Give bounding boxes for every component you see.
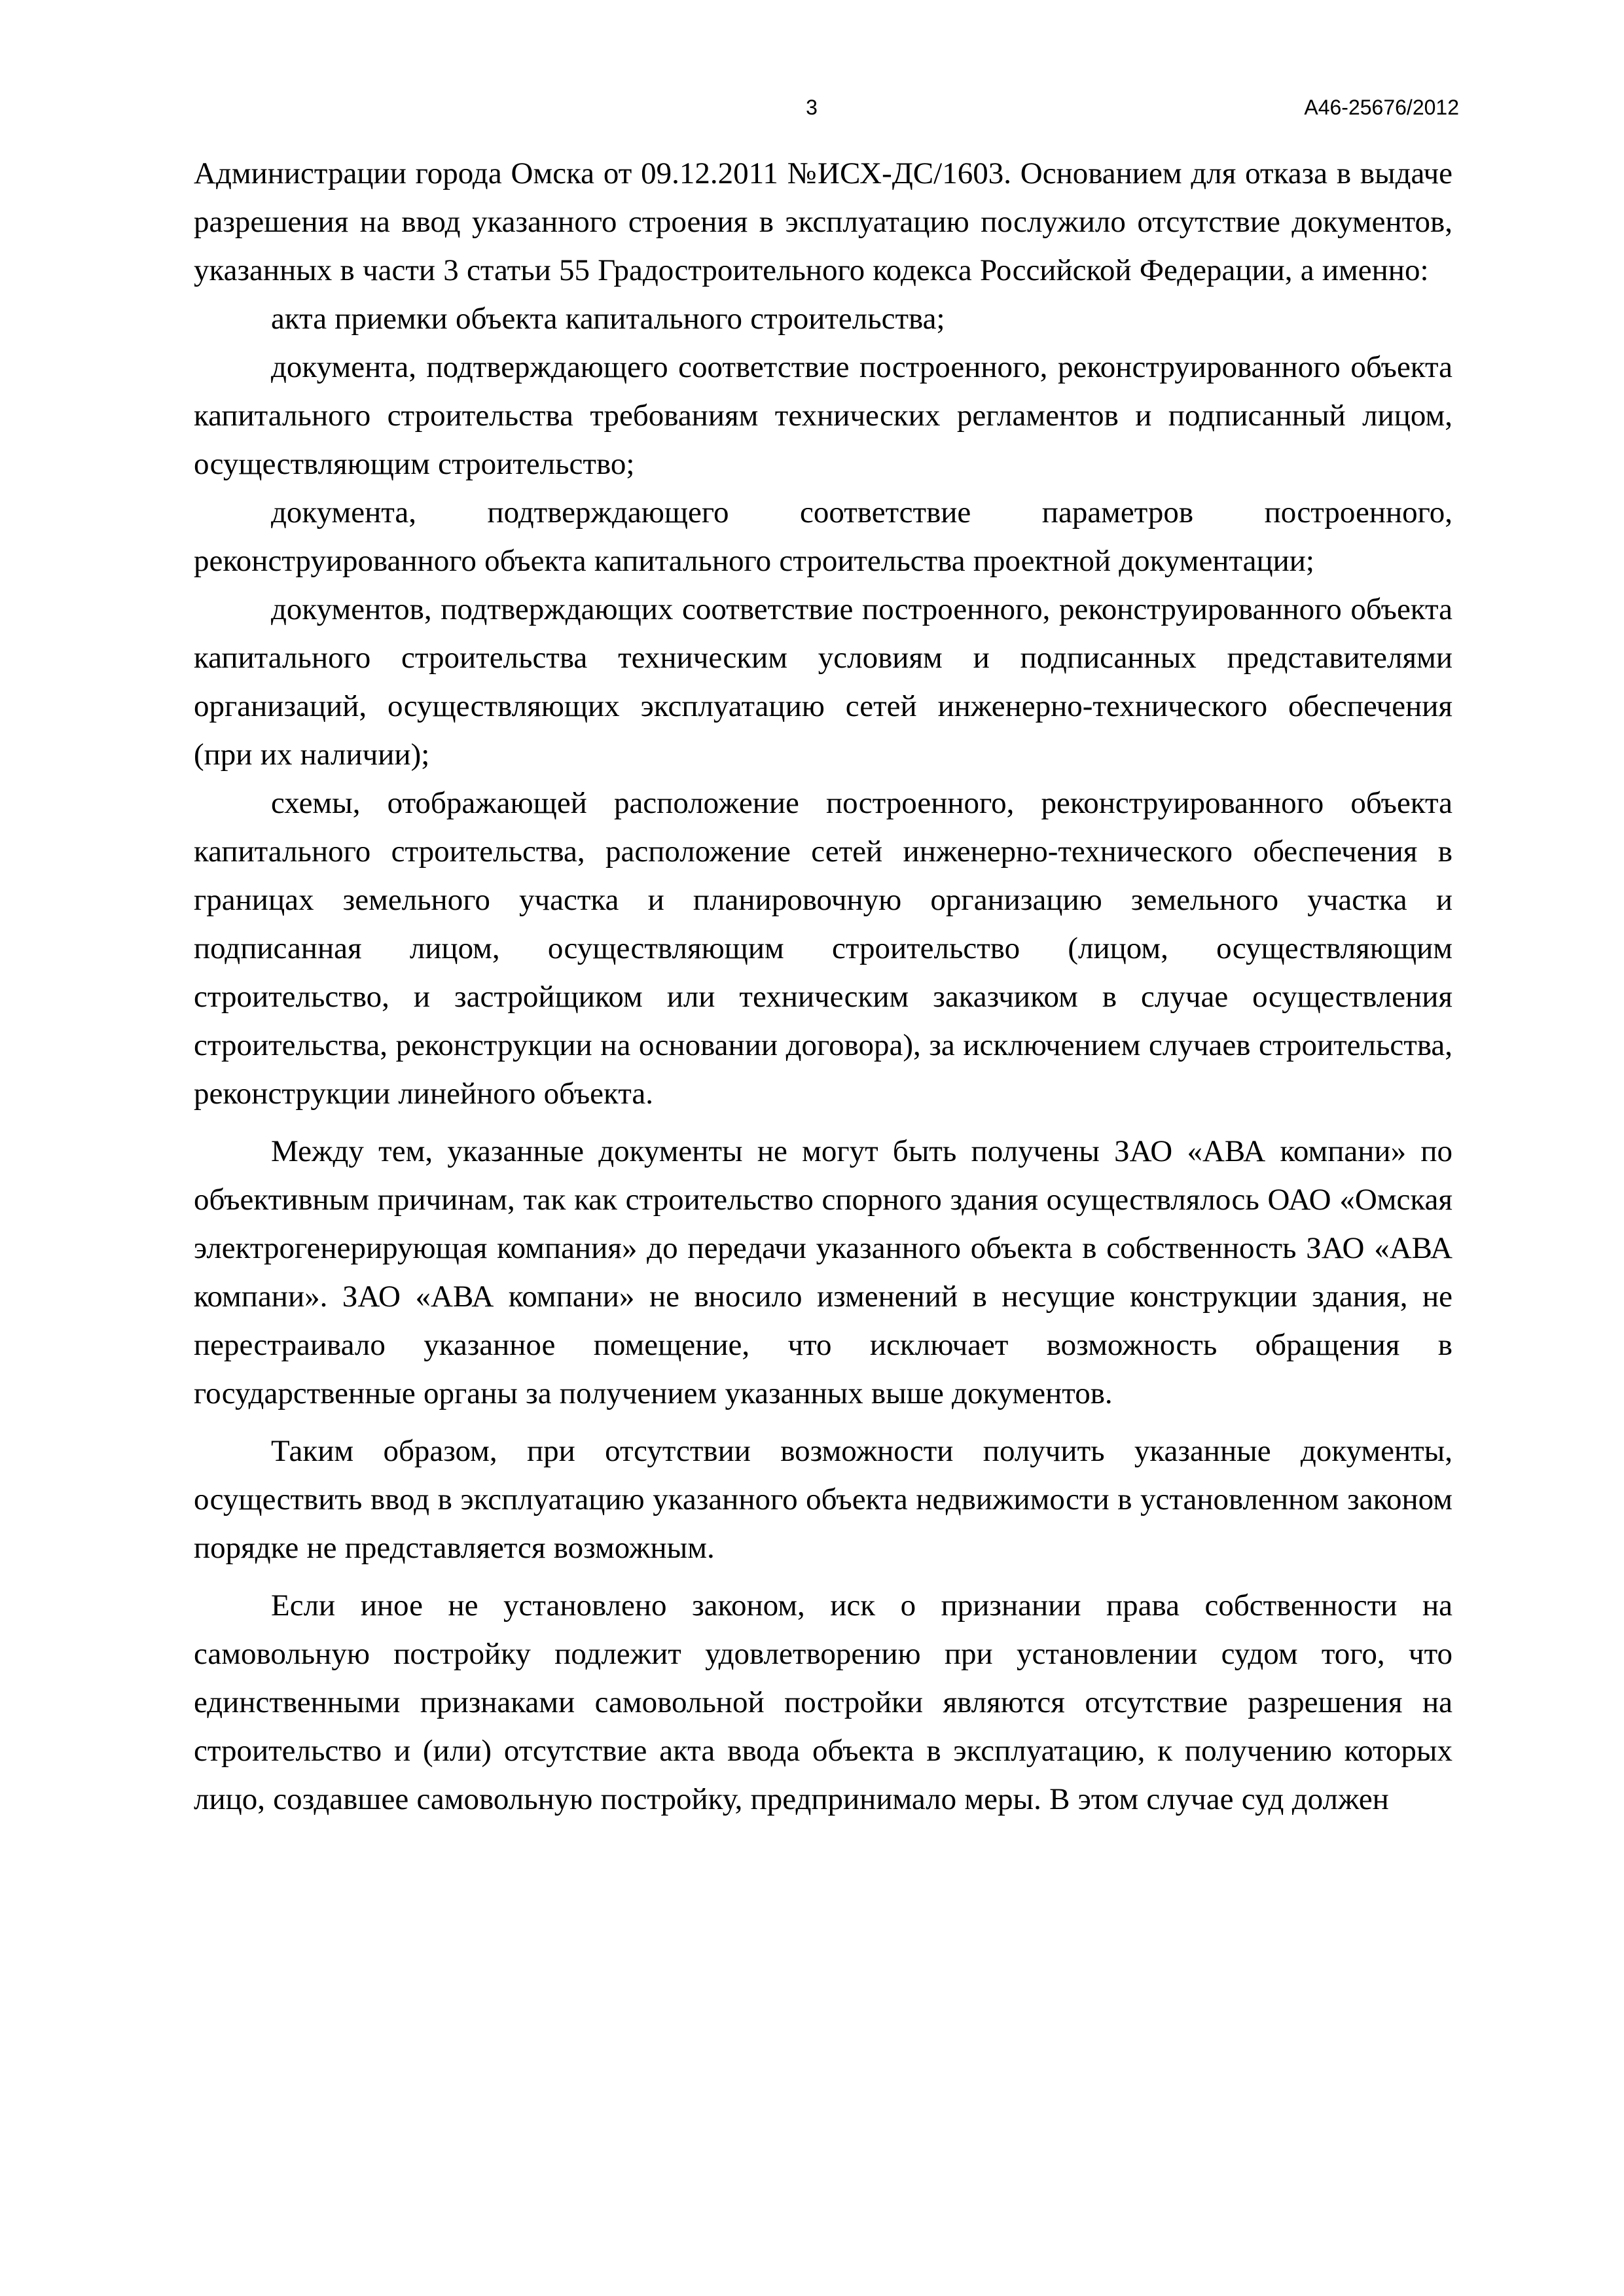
paragraph: Между тем, указанные документы не могут быть получены ЗАО «АВА компани» по объективным причинам, так как строительство спорного здания осуществлялось ОАО «Омская электрогенерирующая компания» до передачи указанного объекта в собственность ЗАО «АВА компани». ЗАО «АВА компани» не вносило изменений в несущие конструкции здания, не перестраивало указанное помещение, что исключает возможность обращения в государственные органы за получением указанных выше документов. bbox=[194, 1134, 1453, 1410]
paragraph: Таким образом, при отсутствии возможности получить указанные документы, осуществить ввод в эксплуатацию указанного объекта недвижимости в установленном законом порядке не представляется возможным. bbox=[194, 1434, 1453, 1565]
paragraph: документа, подтверждающего соответствие построенного, реконструированного объекта капитального строительства требованиям технических регламентов и подписанный лицом, осуществляющим строительство; bbox=[194, 350, 1453, 481]
paragraph: схемы, отображающей расположение построенного, реконструированного объекта капитального строительства, расположение сетей инженерно-технического обеспечения в границах земельного участка и планировочную организацию земельного участка и подписанная лицом, осуществляющим строительство (лицом, осуществляющим строительство, и застройщиком или техническим заказчиком в случае осуществления строительства, реконструкции на основании договора), за исключением случаев строительства, реконструкции линейного объекта. bbox=[194, 786, 1453, 1111]
paragraph: документа, подтверждающего соответствие параметров построенного, реконструированного объекта капитального строительства проектной документации; bbox=[194, 495, 1453, 578]
paragraph: Администрации города Омска от 09.12.2011 №ИСХ-ДС/1603. Основанием для отказа в выдаче разрешения на ввод указанного строения в эксплуатацию послужило отсутствие документов, указанных в части 3 статьи 55 Градостроительного кодекса Российской Федерации, а именно: bbox=[194, 156, 1453, 287]
document-body bbox=[194, 149, 1453, 1823]
paragraph: Если иное не установлено законом, иск о признании права собственности на самовольную постройку подлежит удовлетворению при установлении судом того, что единственными признаками самовольной постройки являются отсутствие разрешения на строительство и (или) отсутствие акта ввода объекта в эксплуатацию, к получению которых лицо, создавшее самовольную постройку, предпринимало меры. В этом случае суд должен bbox=[194, 1588, 1453, 1816]
page-number: 3 bbox=[806, 96, 818, 119]
case-number: А46-25676/2012 bbox=[1304, 96, 1459, 119]
paragraph: документов, подтверждающих соответствие построенного, реконструированного объекта капитального строительства техническим условиям и подписанных представителями организаций, осуществляющих эксплуатацию сетей инженерно-технического обеспечения (при их наличии); bbox=[194, 592, 1453, 772]
paragraph: акта приемки объекта капитального строительства; bbox=[271, 302, 945, 336]
